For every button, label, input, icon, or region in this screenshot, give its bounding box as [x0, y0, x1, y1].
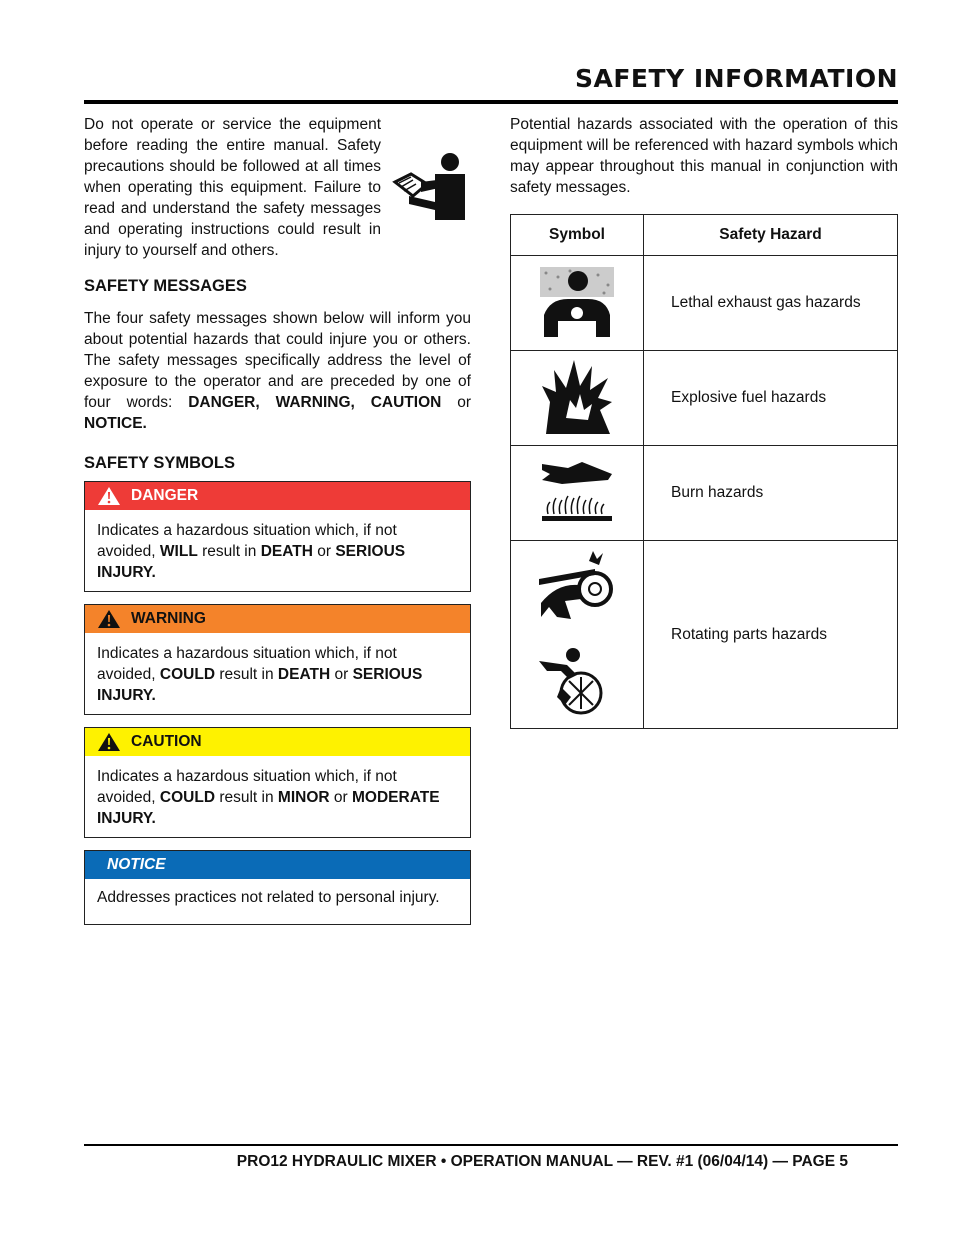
notice-header: [85, 851, 470, 879]
page-title: SAFETY INFORMATION: [575, 64, 898, 93]
safety-messages-text: The four safety messages shown below will inform you about potential hazards that could injure you or others. The safety messages specifically address the level of exposure to the operator and are preceded by one of four words: DANGER, WARNING, CAUTION or NOTICE.: [84, 310, 472, 432]
explosion-icon: [540, 358, 614, 434]
table-header-row: [511, 215, 898, 256]
hazard-column-header: Safety Hazard: [644, 215, 898, 256]
hazard-label: Burn hazards: [644, 446, 898, 541]
symbol-column-header: Symbol: [511, 215, 644, 256]
hazard-label: Lethal exhaust gas hazards: [644, 256, 898, 351]
footer-divider: [84, 1144, 898, 1146]
hazard-symbols-table: [510, 214, 898, 729]
notice-box: [84, 850, 471, 925]
caution-header: [85, 728, 470, 756]
table-row: [511, 351, 898, 446]
hazard-label: Explosive fuel hazards: [644, 351, 898, 446]
notice-text: Addresses practices not related to personal injury.: [97, 889, 440, 906]
warning-triangle-icon: [97, 732, 121, 752]
caution-box: [84, 727, 471, 838]
read-manual-icon: [391, 152, 471, 220]
hazards-intro-text: Potential hazards associated with the operation of this equipment will be referenced with hazard symbols which may appear throughout this manual in conjunction with safety messages.: [510, 116, 898, 196]
title-divider: [84, 100, 898, 104]
warning-label: WARNING: [131, 610, 206, 627]
warning-triangle-icon: [97, 609, 121, 629]
left-column: [84, 114, 471, 937]
hazard-label: Rotating parts hazards: [644, 541, 898, 729]
notice-word: NOTICE.: [84, 415, 147, 432]
danger-text: Indicates a hazardous situation which, if not avoided, WILL result in DEATH or SERIOUS INJURY.: [97, 522, 406, 581]
danger-header: [85, 482, 470, 510]
warning-triangle-icon: [97, 486, 121, 506]
safety-symbols-heading: SAFETY SYMBOLS: [84, 454, 235, 472]
caution-text: Indicates a hazardous situation which, if not avoided, COULD result in MINOR or MODERATE INJURY.: [97, 768, 440, 827]
exhaust-gas-icon: [538, 265, 616, 337]
intro-section: [84, 114, 471, 261]
signal-words: DANGER, WARNING, CAUTION: [188, 394, 442, 411]
warning-box: [84, 604, 471, 715]
table-row: [511, 541, 898, 729]
table-row: [511, 446, 898, 541]
caution-label: CAUTION: [131, 733, 202, 750]
danger-label: DANGER: [131, 487, 199, 504]
warning-header: [85, 605, 470, 633]
rotating-parts-icon: [537, 547, 617, 717]
intro-text: Do not operate or service the equipment before reading the entire manual. Safety precautions should be followed at all times when operating this equipment. Failure to read and understand the safety messages and operating instructions could result in injury to yourself and others.: [84, 116, 381, 259]
danger-box: [84, 481, 471, 592]
page-footer: PRO12 HYDRAULIC MIXER • OPERATION MANUAL — REV. #1 (06/04/14) — PAGE 5: [236, 1153, 848, 1170]
safety-messages-heading: SAFETY MESSAGES: [84, 277, 247, 295]
table-row: [511, 256, 898, 351]
right-column: [510, 114, 898, 729]
warning-text: Indicates a hazardous situation which, if not avoided, COULD result in DEATH or SERIOUS INJURY.: [97, 645, 423, 704]
burn-hand-icon: [538, 458, 616, 524]
notice-label: NOTICE: [107, 856, 166, 873]
